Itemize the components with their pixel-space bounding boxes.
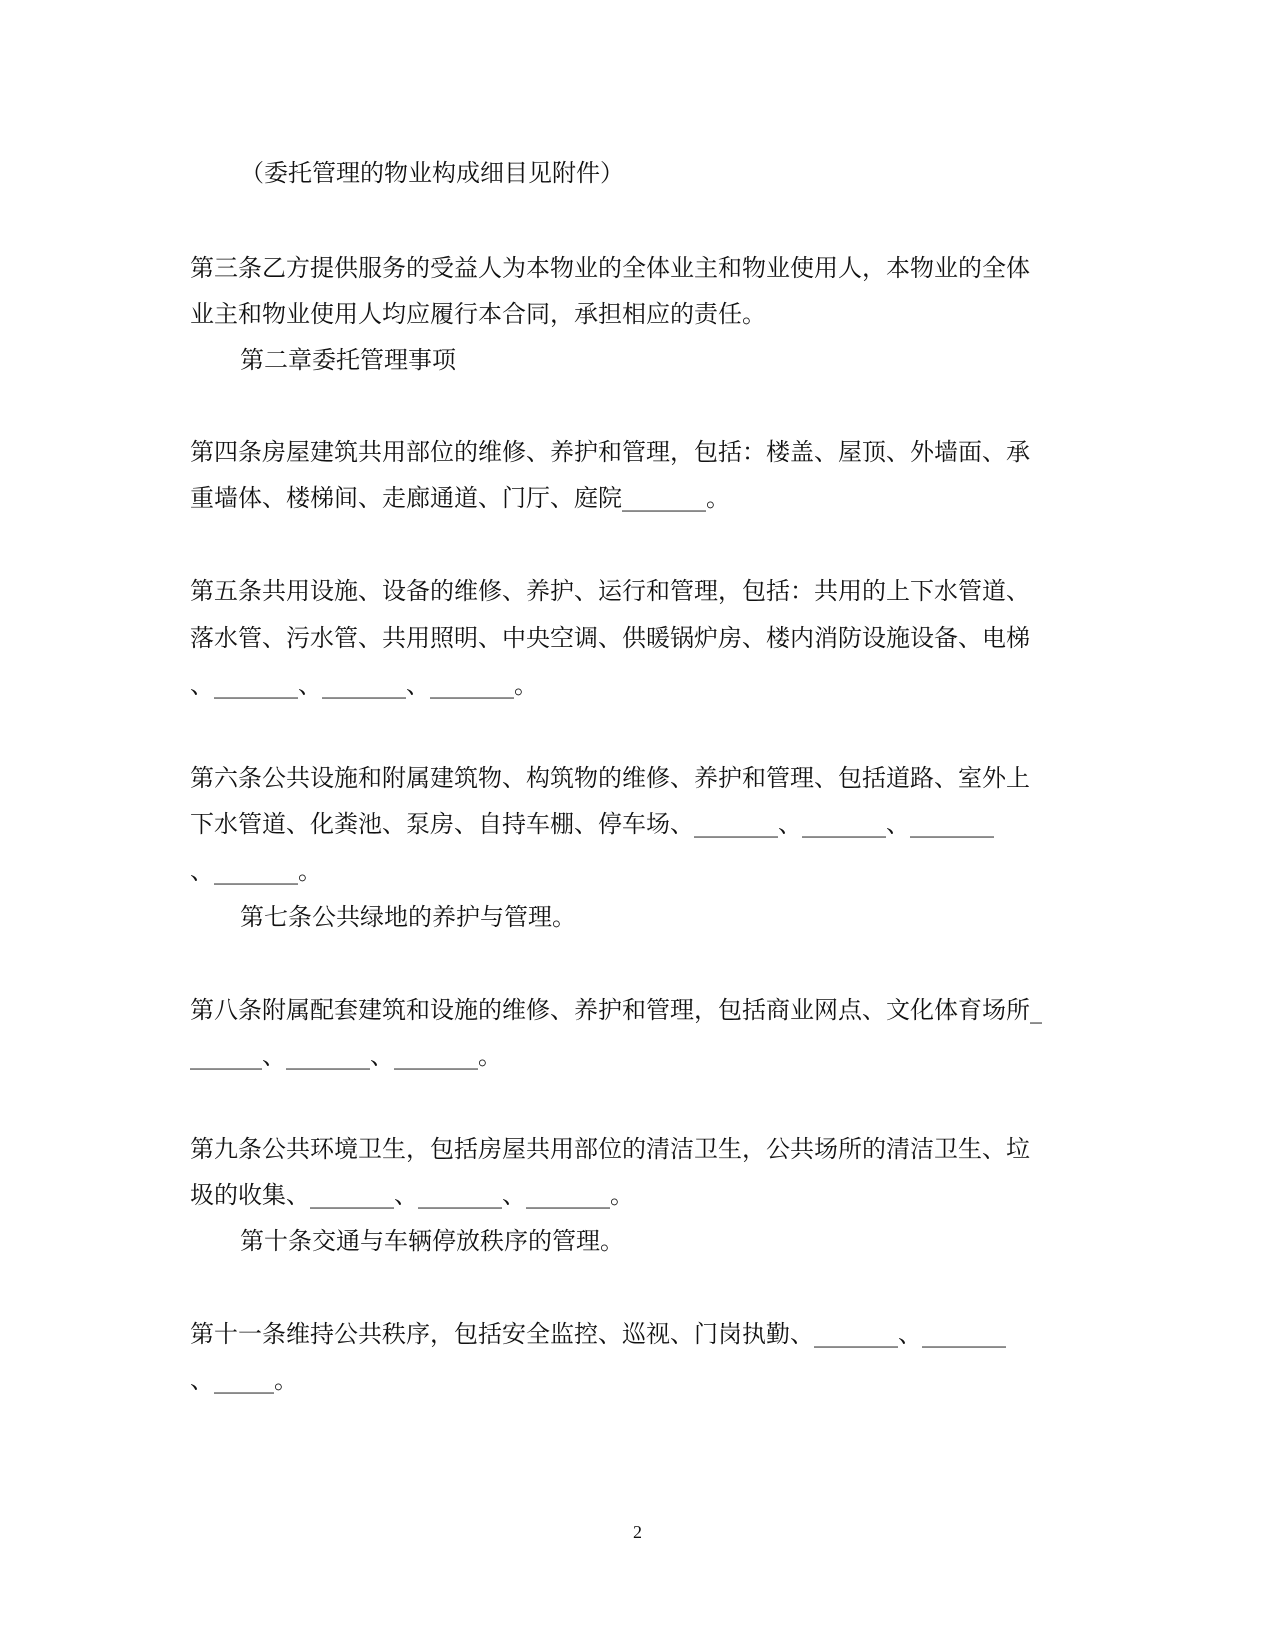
text-line: 第六条公共设施和附属建筑物、构筑物的维修、养护和管理、包括道路、室外上 — [190, 764, 1030, 792]
text-line: 第十条交通与车辆停放秩序的管理。 — [240, 1227, 624, 1255]
text-line: 第七条公共绿地的养护与管理。 — [240, 903, 576, 931]
text-line: 第四条房屋建筑共用部位的维修、养护和管理，包括：楼盖、屋顶、外墙面、承 — [190, 438, 1030, 466]
text-line: 、_______、_______、_______。 — [190, 671, 538, 699]
text-line: ______、_______、_______。 — [190, 1042, 502, 1070]
text-line: 、_____。 — [190, 1366, 298, 1394]
text-line: 第九条公共环境卫生，包括房屋共用部位的清洁卫生，公共场所的清洁卫生、垃 — [190, 1135, 1030, 1163]
text-line: 下水管道、化粪池、泵房、自持车棚、停车场、_______、_______、_______ — [190, 810, 994, 838]
text-line: （委托管理的物业构成细目见附件） — [240, 159, 624, 187]
section-heading: 第二章委托管理事项 — [240, 346, 456, 374]
text-line: 第三条乙方提供服务的受益人为本物业的全体业主和物业使用人，本物业的全体 — [190, 254, 1030, 282]
text-line: 业主和物业使用人均应履行本合同，承担相应的责任。 — [190, 300, 766, 328]
page-number: 2 — [633, 1522, 642, 1542]
text-line: 第八条附属配套建筑和设施的维修、养护和管理，包括商业网点、文化体育场所_ — [190, 996, 1042, 1024]
text-line: 、_______。 — [190, 857, 322, 885]
text-line: 落水管、污水管、共用照明、中央空调、供暖锅炉房、楼内消防设施设备、电梯 — [190, 624, 1030, 652]
text-line: 第五条共用设施、设备的维修、养护、运行和管理，包括：共用的上下水管道、 — [190, 577, 1030, 605]
text-line: 重墙体、楼梯间、走廊通道、门厅、庭院_______。 — [190, 484, 730, 512]
text-line: 第十一条维持公共秩序，包括安全监控、巡视、门岗执勤、_______、_______ — [190, 1320, 1006, 1348]
text-line: 圾的收集、_______、_______、_______。 — [190, 1181, 634, 1209]
